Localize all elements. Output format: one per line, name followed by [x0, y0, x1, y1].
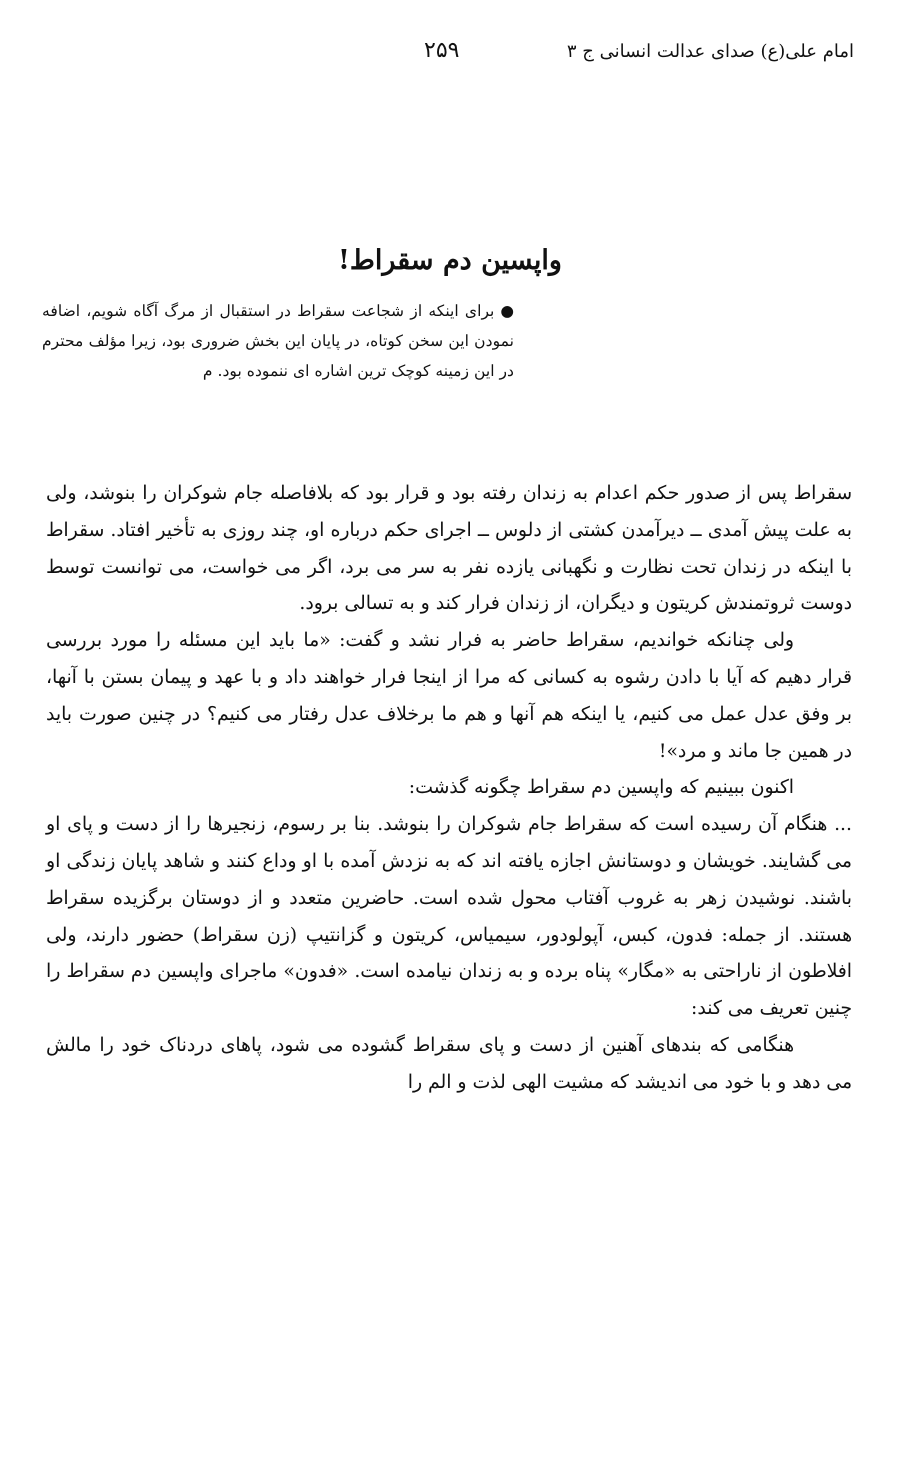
page-number: ۲۵۹ [424, 38, 460, 63]
paragraph-3: اکنون ببینیم که واپسین دم سقراط چگونه گذشت: [408, 777, 794, 799]
chapter-title: واپسین دم سقراط! [338, 245, 562, 277]
paragraph-4: ... هنگام آن رسیده است که سقراط جام شوکران را بنوشد. بنا بر رسوم، زنجیرها را از دست و پای او می گشایند. خویشان و دوستانش اجازه یافته اند که به نزدش آمده با او وداع کنند و شاهد پایان زندگی او باشند. نوشیدن زهر به غروب آفتاب محول شده است. حاضرین متعدد و از دوستان برگزیده سقراط هستند. از جمله: فدون، کبس، آپولودور، سیمیاس، کریتون و گزانتیپ (زن سقراط) حضور دارند، ولی افلاطون از ناراحتی به «مگار» پناه برده و به زندان نیامده است. «فدون» ماجرای واپسین دم سقراط را چنین تعریف می کند: [46, 814, 852, 1020]
paragraph-2: ولی چنانکه خواندیم، سقراط حاضر به فرار نشد و گفت: «ما باید این مسئله را مورد بررسی قرار دهیم که آیا با دادن رشوه به کسانی که مرا از اینجا فرار خواهند داد و با عهد و پیمان بستن با آنها، بر وفق عدل عمل می کنیم، یا اینکه هم آنها و هم ما برخلاف عدل رفتار می کنیم؟ در چنین صورت باید در همین جا ماند و مرد»! [46, 630, 852, 762]
translator-note-text: برای اینکه از شجاعت سقراط در استقبال از مرگ آگاه شویم، اضافه نمودن این سخن کوتاه، در پایان این بخش ضروری بود، زیرا مؤلف محترم در این زمینه کوچک ترین اشاره ای ننموده بود. م [42, 302, 514, 381]
body-text [46, 476, 852, 1102]
paragraph-5: هنگامی که بندهای آهنین از دست و پای سقراط گشوده می شود، پاهای دردناک خود را مالش می دهد و با خود می اندیشد که مشیت الهی لذت و الم را [46, 1034, 852, 1093]
book-title-header: امام علی(ع) صدای عدالت انسانی ج ۳ [566, 41, 854, 62]
translator-note [42, 296, 514, 387]
bullet-icon: ● [500, 302, 514, 320]
running-header [44, 38, 854, 68]
paragraph-1: سقراط پس از صدور حکم اعدام به زندان رفته بود و قرار بود که بلافاصله جام شوکران را بنوشد، ولی به علت پیش آمدی ــ دیرآمدن کشتی از دلوس ــ اجرای حکم درباره او، چند روزی به تأخیر افتاد. سقراط با اینکه در زندان تحت نظارت و نگهبانی یازده نفر به سر می برد، اگر می خواست، می توانست توسط دوست ثروتمندش کریتون و دیگران، از زندان فرار کند و به تسالی برود. [46, 483, 852, 615]
